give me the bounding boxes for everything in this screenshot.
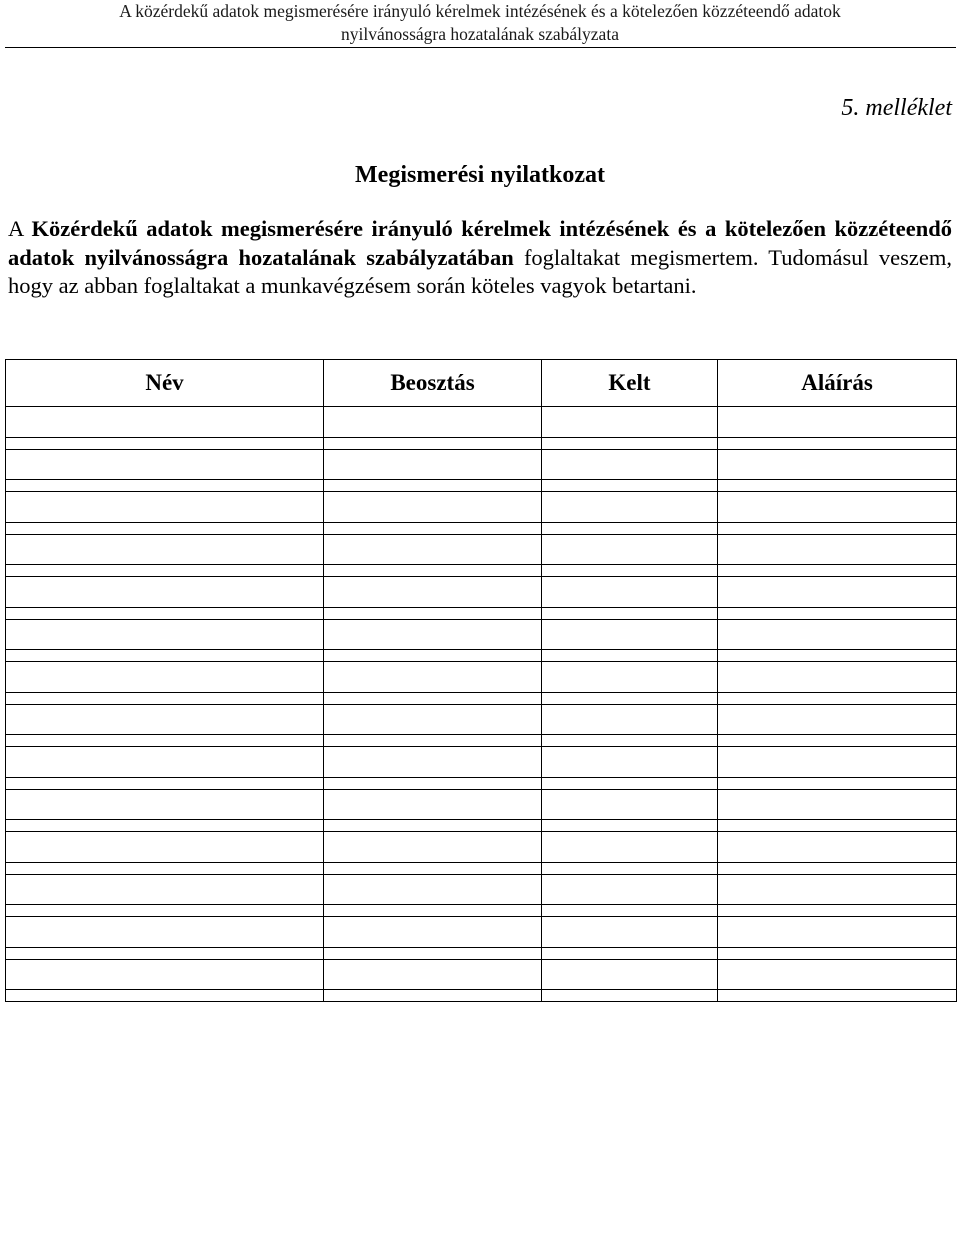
- cell-name[interactable]: [6, 959, 324, 990]
- signature-table-body: [6, 407, 957, 1002]
- cell-signature[interactable]: [718, 777, 957, 789]
- table-row: [6, 832, 957, 863]
- cell-name[interactable]: [6, 492, 324, 523]
- cell-name[interactable]: [6, 619, 324, 650]
- cell-name[interactable]: [6, 407, 324, 438]
- cell-position[interactable]: [324, 480, 542, 492]
- cell-name[interactable]: [6, 947, 324, 959]
- document-title: Megismerési nyilatkozat: [355, 162, 605, 188]
- column-header-position: Beosztás: [324, 360, 542, 407]
- table-row: [6, 990, 957, 1002]
- cell-position[interactable]: [324, 947, 542, 959]
- cell-name[interactable]: [6, 777, 324, 789]
- table-row: [6, 522, 957, 534]
- cell-date[interactable]: [542, 905, 718, 917]
- cell-date[interactable]: [542, 747, 718, 778]
- cell-signature[interactable]: [718, 480, 957, 492]
- table-row: [6, 407, 957, 438]
- cell-date[interactable]: [542, 437, 718, 449]
- cell-signature[interactable]: [718, 947, 957, 959]
- column-header-date: Kelt: [542, 360, 718, 407]
- statement-paragraph: [8, 215, 952, 301]
- cell-signature[interactable]: [718, 492, 957, 523]
- table-row: [6, 692, 957, 704]
- signature-table: [5, 359, 957, 1002]
- cell-date[interactable]: [542, 607, 718, 619]
- cell-date[interactable]: [542, 662, 718, 693]
- cell-position[interactable]: [324, 607, 542, 619]
- table-row: [6, 565, 957, 577]
- cell-position[interactable]: [324, 704, 542, 735]
- cell-position[interactable]: [324, 735, 542, 747]
- table-row: [6, 492, 957, 523]
- cell-name[interactable]: [6, 704, 324, 735]
- cell-name[interactable]: [6, 577, 324, 608]
- cell-signature[interactable]: [718, 692, 957, 704]
- cell-signature[interactable]: [718, 905, 957, 917]
- cell-date[interactable]: [542, 522, 718, 534]
- cell-name[interactable]: [6, 565, 324, 577]
- cell-date[interactable]: [542, 874, 718, 905]
- cell-position[interactable]: [324, 492, 542, 523]
- cell-name[interactable]: [6, 862, 324, 874]
- cell-position[interactable]: [324, 862, 542, 874]
- cell-signature[interactable]: [718, 437, 957, 449]
- cell-signature[interactable]: [718, 650, 957, 662]
- cell-name[interactable]: [6, 990, 324, 1002]
- table-row: [6, 820, 957, 832]
- cell-name[interactable]: [6, 735, 324, 747]
- cell-date[interactable]: [542, 577, 718, 608]
- table-row: [6, 534, 957, 565]
- cell-name[interactable]: [6, 905, 324, 917]
- cell-name[interactable]: [6, 480, 324, 492]
- cell-signature[interactable]: [718, 820, 957, 832]
- cell-date[interactable]: [542, 692, 718, 704]
- table-row: [6, 577, 957, 608]
- table-row: [6, 607, 957, 619]
- statement-intro: A: [8, 216, 24, 241]
- cell-date[interactable]: [542, 990, 718, 1002]
- table-header-row: [6, 360, 957, 407]
- header-line-2: nyilvánosságra hozatalának szabályzata: [341, 24, 619, 44]
- cell-position[interactable]: [324, 407, 542, 438]
- cell-date[interactable]: [542, 480, 718, 492]
- table-row: [6, 437, 957, 449]
- table-row: [6, 480, 957, 492]
- cell-position[interactable]: [324, 437, 542, 449]
- table-row: [6, 704, 957, 735]
- cell-date[interactable]: [542, 650, 718, 662]
- cell-signature[interactable]: [718, 607, 957, 619]
- table-row: [6, 917, 957, 948]
- cell-date[interactable]: [542, 704, 718, 735]
- cell-position[interactable]: [324, 522, 542, 534]
- cell-date[interactable]: [542, 947, 718, 959]
- cell-position[interactable]: [324, 650, 542, 662]
- running-header: [0, 0, 960, 46]
- cell-date[interactable]: [542, 534, 718, 565]
- table-row: [6, 747, 957, 778]
- cell-position[interactable]: [324, 820, 542, 832]
- cell-signature[interactable]: [718, 917, 957, 948]
- table-row: [6, 777, 957, 789]
- cell-position[interactable]: [324, 789, 542, 820]
- cell-date[interactable]: [542, 832, 718, 863]
- table-row: [6, 874, 957, 905]
- cell-name[interactable]: [6, 650, 324, 662]
- cell-position[interactable]: [324, 619, 542, 650]
- annex-label: 5. melléklet: [841, 95, 952, 121]
- cell-position[interactable]: [324, 832, 542, 863]
- table-row: [6, 650, 957, 662]
- cell-position[interactable]: [324, 990, 542, 1002]
- cell-signature[interactable]: [718, 704, 957, 735]
- cell-date[interactable]: [542, 565, 718, 577]
- table-row: [6, 959, 957, 990]
- column-header-name: Név: [6, 360, 324, 407]
- cell-signature[interactable]: [718, 789, 957, 820]
- cell-position[interactable]: [324, 692, 542, 704]
- cell-position[interactable]: [324, 959, 542, 990]
- cell-date[interactable]: [542, 449, 718, 480]
- cell-signature[interactable]: [718, 577, 957, 608]
- table-row: [6, 662, 957, 693]
- cell-date[interactable]: [542, 619, 718, 650]
- cell-position[interactable]: [324, 565, 542, 577]
- header-divider: [5, 47, 956, 48]
- cell-signature[interactable]: [718, 862, 957, 874]
- cell-signature[interactable]: [718, 959, 957, 990]
- cell-position[interactable]: [324, 534, 542, 565]
- table-row: [6, 449, 957, 480]
- cell-date[interactable]: [542, 959, 718, 990]
- table-row: [6, 905, 957, 917]
- cell-date[interactable]: [542, 820, 718, 832]
- cell-signature[interactable]: [718, 990, 957, 1002]
- cell-date[interactable]: [542, 492, 718, 523]
- cell-position[interactable]: [324, 577, 542, 608]
- cell-name[interactable]: [6, 917, 324, 948]
- cell-signature[interactable]: [718, 565, 957, 577]
- cell-date[interactable]: [542, 917, 718, 948]
- cell-name[interactable]: [6, 437, 324, 449]
- cell-name[interactable]: [6, 747, 324, 778]
- cell-position[interactable]: [324, 747, 542, 778]
- cell-name[interactable]: [6, 662, 324, 693]
- statement-regulation-title: Közérdekű adatok megismerésére irányuló kérelmek intézésének és a kötelezően közzéteendő adatok nyilvánosságra hozatalának szabályzatában: [8, 216, 952, 270]
- cell-name[interactable]: [6, 874, 324, 905]
- cell-signature[interactable]: [718, 522, 957, 534]
- cell-date[interactable]: [542, 407, 718, 438]
- cell-name[interactable]: [6, 522, 324, 534]
- cell-position[interactable]: [324, 662, 542, 693]
- cell-position[interactable]: [324, 917, 542, 948]
- table-row: [6, 947, 957, 959]
- column-header-signature: Aláírás: [718, 360, 957, 407]
- statement-text: foglaltakat megismertem. Tudomásul veszem, hogy az abban foglaltakat a munkavégzésem során köteles vagyok betartani.: [8, 244, 952, 298]
- cell-position[interactable]: [324, 449, 542, 480]
- header-line-1: A közérdekű adatok megismerésére irányuló kérelmek intézésének és a kötelezően közzéteendő adatok: [119, 1, 841, 21]
- table-row: [6, 735, 957, 747]
- table-row: [6, 789, 957, 820]
- cell-name[interactable]: [6, 789, 324, 820]
- cell-signature[interactable]: [718, 832, 957, 863]
- table-row: [6, 619, 957, 650]
- cell-date[interactable]: [542, 777, 718, 789]
- cell-signature[interactable]: [718, 735, 957, 747]
- cell-name[interactable]: [6, 832, 324, 863]
- table-row: [6, 862, 957, 874]
- cell-position[interactable]: [324, 874, 542, 905]
- cell-signature[interactable]: [718, 407, 957, 438]
- cell-signature[interactable]: [718, 449, 957, 480]
- cell-date[interactable]: [542, 735, 718, 747]
- cell-position[interactable]: [324, 777, 542, 789]
- cell-name[interactable]: [6, 820, 324, 832]
- cell-name[interactable]: [6, 449, 324, 480]
- cell-name[interactable]: [6, 692, 324, 704]
- cell-name[interactable]: [6, 607, 324, 619]
- cell-name[interactable]: [6, 534, 324, 565]
- cell-signature[interactable]: [718, 747, 957, 778]
- cell-position[interactable]: [324, 905, 542, 917]
- cell-date[interactable]: [542, 862, 718, 874]
- cell-signature[interactable]: [718, 874, 957, 905]
- cell-signature[interactable]: [718, 534, 957, 565]
- cell-signature[interactable]: [718, 662, 957, 693]
- cell-signature[interactable]: [718, 619, 957, 650]
- cell-date[interactable]: [542, 789, 718, 820]
